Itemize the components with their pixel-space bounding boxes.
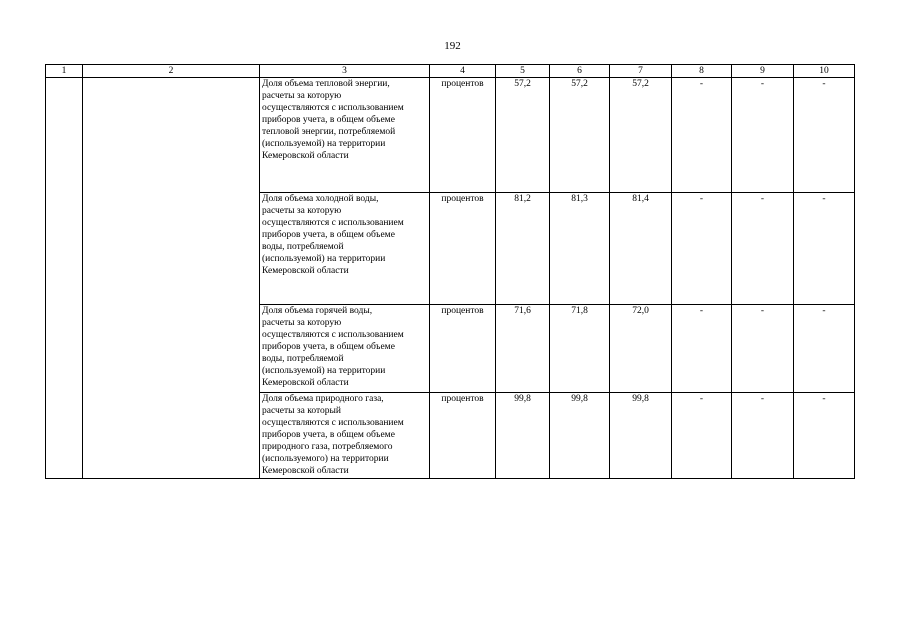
value-col9: - — [732, 193, 794, 305]
value-col9: - — [732, 78, 794, 193]
value-col10: - — [794, 78, 855, 193]
indicators-table — [45, 64, 855, 479]
column-number: 1 — [46, 65, 83, 78]
value-col10: - — [794, 393, 855, 479]
column-number: 7 — [610, 65, 672, 78]
indicator-unit: процентов — [430, 305, 496, 393]
value-col5: 71,6 — [496, 305, 550, 393]
value-col9: - — [732, 305, 794, 393]
value-col7: 72,0 — [610, 305, 672, 393]
cell-col1-empty — [46, 78, 83, 479]
column-number: 2 — [83, 65, 260, 78]
cell-col2-empty — [83, 78, 260, 479]
value-col6: 99,8 — [550, 393, 610, 479]
value-col8: - — [672, 78, 732, 193]
column-number-row — [46, 65, 855, 78]
column-number: 10 — [794, 65, 855, 78]
page-number: 192 — [444, 40, 461, 52]
column-number: 6 — [550, 65, 610, 78]
column-number: 8 — [672, 65, 732, 78]
column-number: 4 — [430, 65, 496, 78]
value-col7: 57,2 — [610, 78, 672, 193]
value-col7: 81,4 — [610, 193, 672, 305]
column-number: 3 — [260, 65, 430, 78]
indicator-unit: процентов — [430, 393, 496, 479]
indicator-name: Доля объема тепловой энергии, расчеты за которую осуществляются с использованием приборов учета, в общем объеме тепловой энергии, потребляемой (используемой) на территории Кемеровской области — [260, 78, 430, 193]
value-col5: 81,2 — [496, 193, 550, 305]
column-number: 5 — [496, 65, 550, 78]
indicator-name: Доля объема холодной воды, расчеты за которую осуществляются с использованием приборов учета, в общем объеме воды, потребляемой (используемой) на территории Кемеровской области — [260, 193, 430, 305]
value-col8: - — [672, 193, 732, 305]
value-col8: - — [672, 305, 732, 393]
value-col6: 57,2 — [550, 78, 610, 193]
value-col5: 99,8 — [496, 393, 550, 479]
value-col6: 81,3 — [550, 193, 610, 305]
indicator-unit: процентов — [430, 193, 496, 305]
value-col6: 71,8 — [550, 305, 610, 393]
indicator-name: Доля объема природного газа, расчеты за который осуществляются с использованием приборов учета, в общем объеме природного газа, потребляемого (используемого) на территории Кемеровской области — [260, 393, 430, 479]
column-number: 9 — [732, 65, 794, 78]
value-col5: 57,2 — [496, 78, 550, 193]
value-col9: - — [732, 393, 794, 479]
value-col7: 99,8 — [610, 393, 672, 479]
value-col10: - — [794, 193, 855, 305]
indicator-name: Доля объема горячей воды, расчеты за которую осуществляются с использованием приборов учета, в общем объеме воды, потребляемой (используемой) на территории Кемеровской области — [260, 305, 430, 393]
value-col10: - — [794, 305, 855, 393]
indicator-unit: процентов — [430, 78, 496, 193]
table-row — [46, 78, 855, 193]
value-col8: - — [672, 393, 732, 479]
